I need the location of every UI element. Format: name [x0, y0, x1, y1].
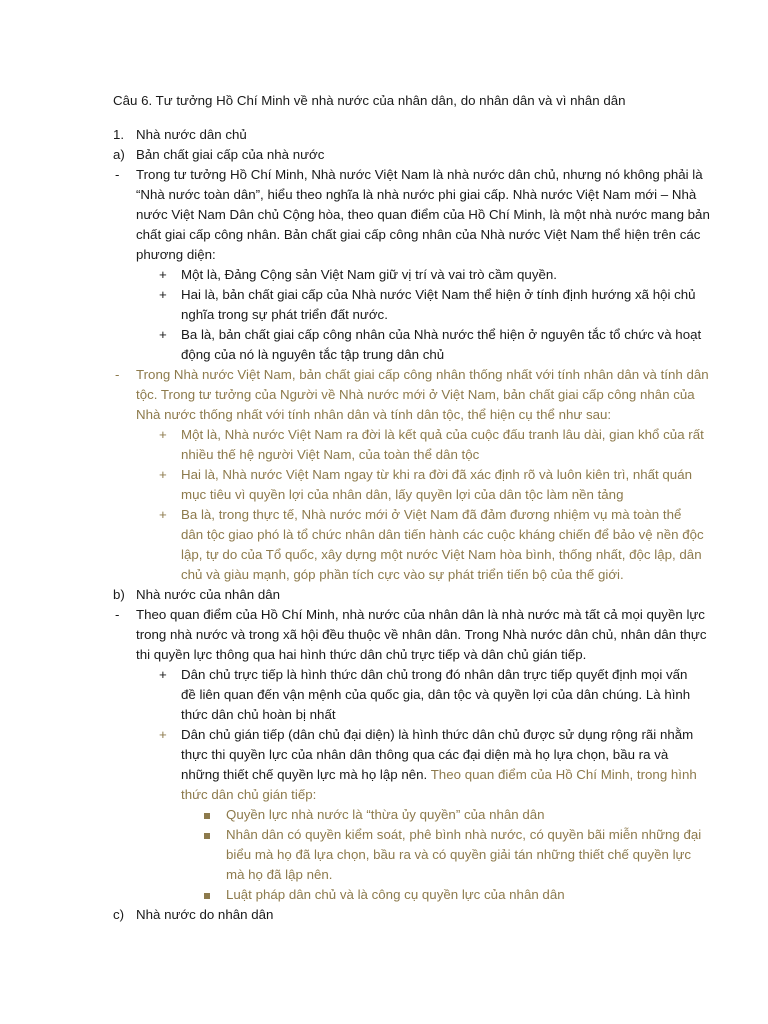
bullet-line: mục tiêu vì quyền lợi của nhân dân, lấy quyền lợi của dân tộc làm nền tảng	[181, 487, 624, 502]
list-letter: b)	[113, 587, 125, 602]
bullet-line: Một là, Đảng Cộng sản Việt Nam giữ vị trí và vai trò cầm quyền.	[181, 267, 557, 282]
bullet-line: nghĩa trong sự phát triển đất nước.	[181, 307, 388, 322]
paragraph-line: Trong tư tưởng Hồ Chí Minh, Nhà nước Việt Nam là nhà nước dân chủ, nhưng nó không phải là	[136, 167, 703, 182]
dash-marker: -	[115, 167, 120, 182]
bullet-line: Hai là, bản chất giai cấp của Nhà nước Việt Nam thể hiện ở tính định hướng xã hội chủ	[181, 287, 696, 302]
paragraph-line: tộc. Trong tư tưởng của Người về Nhà nước mới ở Việt Nam, bản chất giai cấp công nhân của	[136, 387, 695, 402]
bullet-line: đề liên quan đến vận mệnh của quốc gia, dân tộc và quyền lợi của dân chúng. Là hình	[181, 687, 691, 702]
bullet-line: thức dân chủ hoàn bị nhất	[181, 707, 336, 722]
paragraph-line: phương diện:	[136, 247, 216, 262]
bullet-line: Ba là, bản chất giai cấp công nhân của Nhà nước thể hiện ở nguyên tắc tổ chức và hoạt	[181, 327, 702, 342]
plus-marker: +	[159, 427, 167, 442]
bullet-line: chủ và giàu mạnh, góp phần tích cực vào sự phát triển tiến bộ của thế giới.	[181, 567, 624, 582]
bullet-text-highlight: Theo quan điểm của Hồ Chí Minh, trong hình	[427, 767, 697, 782]
subsection-heading: Nhà nước do nhân dân	[136, 907, 274, 922]
dash-marker: -	[115, 367, 120, 382]
dash-marker: -	[115, 607, 120, 622]
paragraph-line: Nhà nước thống nhất với tính nhân dân và tính dân tộc, thể hiện cụ thể như sau:	[136, 407, 612, 422]
plus-marker: +	[159, 727, 167, 742]
sub-bullet-line: Luật pháp dân chủ và là công cụ quyền lực của nhân dân	[226, 887, 565, 902]
list-number: 1.	[113, 127, 125, 142]
square-bullet-icon	[204, 805, 210, 825]
bullet-line: Một là, Nhà nước Việt Nam ra đời là kết quả của cuộc đấu tranh lâu dài, gian khổ của rất	[181, 427, 704, 442]
document-title: Câu 6. Tư tưởng Hồ Chí Minh về nhà nước của nhân dân, do nhân dân và vì nhân dân	[113, 93, 626, 108]
paragraph-line: Trong Nhà nước Việt Nam, bản chất giai cấp công nhân thống nhất với tính nhân dân và tính dân	[136, 367, 709, 382]
paragraph-line: chất giai cấp công nhân. Bản chất giai cấp công nhân của Nhà nước Việt Nam thể hiện trên các	[136, 227, 701, 242]
paragraph-line: Theo quan điểm của Hồ Chí Minh, nhà nước của nhân dân là nhà nước mà tất cả mọi quyền lực	[136, 607, 705, 622]
bullet-line: nhiều thế hệ người Việt Nam, của toàn thể dân tộc	[181, 447, 480, 462]
bullet-line: dân tộc giao phó là tổ chức nhân dân tiến hành các cuộc kháng chiến để bảo vệ nền độc	[181, 527, 704, 542]
bullet-line-mixed	[181, 765, 697, 785]
bullet-line: lập, tự do của Tổ quốc, xây dựng một nước Việt Nam hòa bình, thống nhất, độc lập, dân	[181, 547, 702, 562]
bullet-line: động của nó là nguyên tắc tập trung dân chủ	[181, 347, 445, 362]
subsection-heading: Bản chất giai cấp của nhà nước	[136, 147, 325, 162]
bullet-line: Hai là, Nhà nước Việt Nam ngay từ khi ra đời đã xác định rõ và luôn kiên trì, nhất quán	[181, 467, 692, 482]
bullet-line: Dân chủ trực tiếp là hình thức dân chủ trong đó nhân dân trực tiếp quyết định mọi vấn	[181, 667, 688, 682]
paragraph-line: thi quyền lực thông qua hai hình thức dân chủ trực tiếp và dân chủ gián tiếp.	[136, 647, 587, 662]
sub-bullet-line: mà họ đã lập nên.	[226, 867, 333, 882]
bullet-line: Ba là, trong thực tế, Nhà nước mới ở Việt Nam đã đảm đương nhiệm vụ mà toàn thể	[181, 507, 682, 522]
paragraph-line: nước Việt Nam Dân chủ Cộng hòa, theo quan điểm của Hồ Chí Minh, là một nhà nước mang bản	[136, 207, 710, 222]
plus-marker: +	[159, 467, 167, 482]
list-letter: a)	[113, 147, 125, 162]
sub-bullet-line: Quyền lực nhà nước là “thừa ủy quyền” của nhân dân	[226, 807, 545, 822]
list-letter: c)	[113, 907, 125, 922]
plus-marker: +	[159, 507, 167, 522]
subsection-heading: Nhà nước của nhân dân	[136, 587, 281, 602]
bullet-line: thức dân chủ gián tiếp:	[181, 787, 317, 802]
bullet-line: Dân chủ gián tiếp (dân chủ đại diện) là hình thức dân chủ được sử dụng rộng rãi nhằm	[181, 727, 694, 742]
plus-marker: +	[159, 287, 167, 302]
plus-marker: +	[159, 327, 167, 342]
plus-marker: +	[159, 267, 167, 282]
paragraph-line: “Nhà nước toàn dân”, hiểu theo nghĩa là nhà nước phi giai cấp. Nhà nước Việt Nam mới – Nhà	[136, 187, 697, 202]
section-heading: Nhà nước dân chủ	[136, 127, 247, 142]
sub-bullet-line: Nhân dân có quyền kiểm soát, phê bình nhà nước, có quyền bãi miễn những đại	[226, 827, 702, 842]
bullet-line: thực thi quyền lực của nhân dân thông qua các đại diện mà họ lựa chọn, bầu ra và	[181, 747, 669, 762]
bullet-text-dark: những thiết chế quyền lực mà họ lập nên.	[181, 767, 428, 782]
sub-bullet-line: biểu mà họ đã lựa chọn, bầu ra và có quyền giải tán những thiết chế quyền lực	[226, 847, 692, 862]
square-bullet-icon	[204, 825, 210, 845]
square-bullet-icon	[204, 885, 210, 905]
plus-marker: +	[159, 667, 167, 682]
paragraph-line: trong nhà nước và trong xã hội đều thuộc về nhân dân. Trong Nhà nước dân chủ, nhân dân thực	[136, 627, 707, 642]
